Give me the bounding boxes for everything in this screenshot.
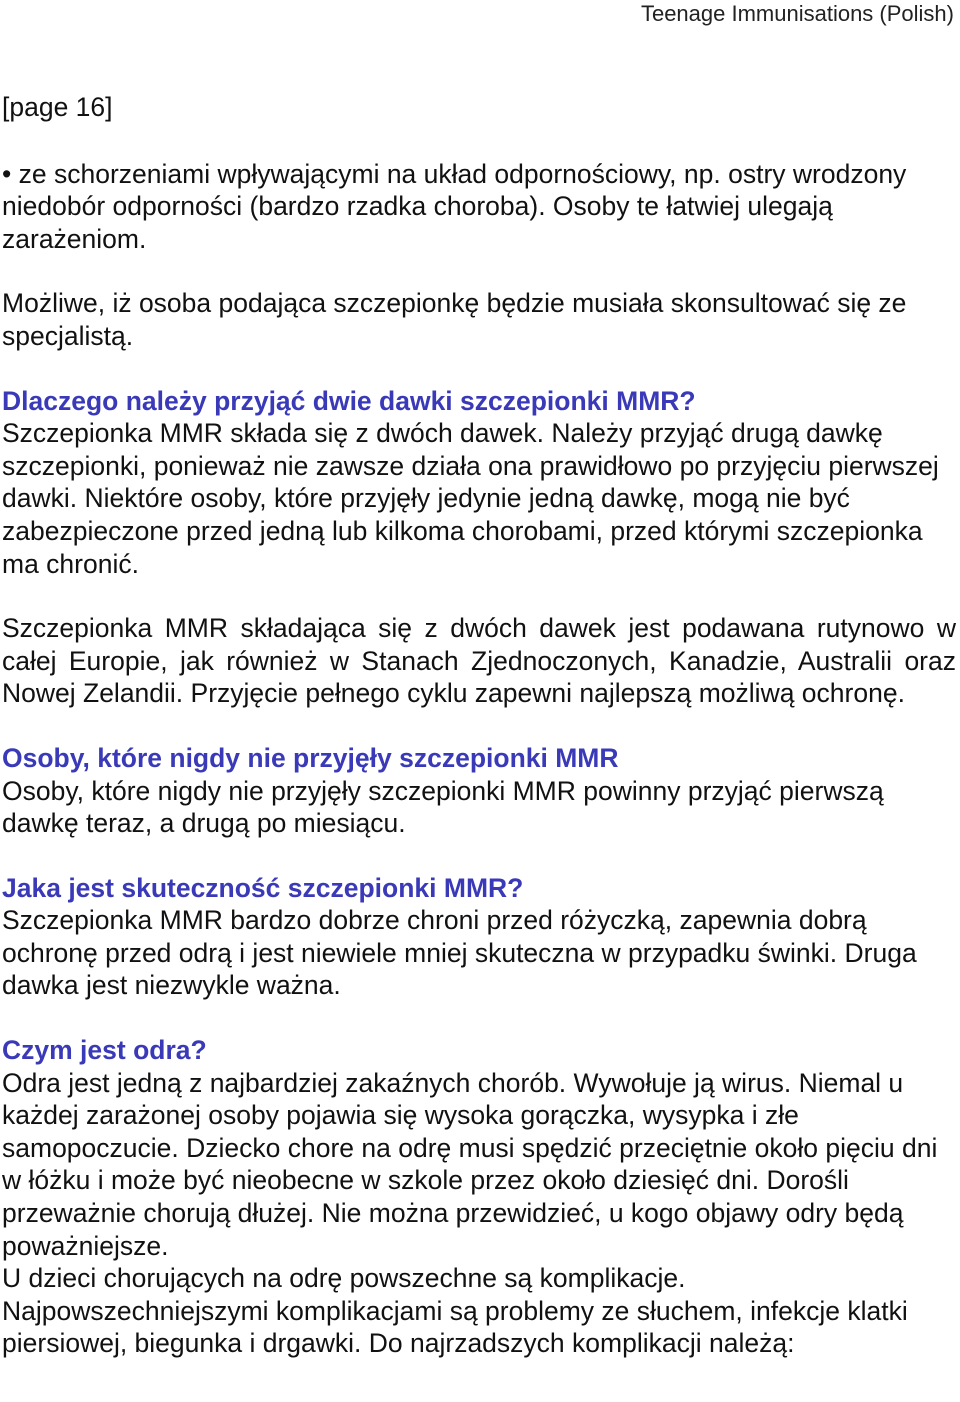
- list-item-text: ze schorzeniami wpływającymi na układ odpornościowy, np. ostry wrodzony niedobór odporności (bardzo rzadka choroba). Osoby te łatwiej ulegają zarażeniom.: [2, 158, 907, 254]
- section-measles: [2, 1034, 956, 1360]
- section-body: Odra jest jedną z najbardziej zakaźnych chorób. Wywołuje ją wirus. Niemal u każdej zarażonej osoby pojawia się wysoka gorączka, wysypka i złe samopoczucie. Dziecko chore na odrę musi spędzić przeciętnie około pięciu dni w łóżku i może być nieobecne w szkole przez około dziesięć dni. Dorośli przeważnie chorują dłużej. Nie można przewidzieć, u kogo objawy odry będą poważniejsze.: [2, 1067, 938, 1261]
- document-body: [2, 91, 956, 1360]
- section-body: Osoby, które nigdy nie przyjęły szczepionki MMR powinny przyjąć pierwszą dawkę teraz, a drugą po miesiącu.: [2, 775, 884, 839]
- section-two-doses: [2, 385, 956, 581]
- list-item: [2, 158, 956, 256]
- bullet-icon: •: [2, 158, 12, 189]
- routine-paragraph: Szczepionka MMR składająca się z dwóch dawek jest podawana rutynowo w całej Europie, jak również w Stanach Zjednoczonych, Kanadzie, Australii oraz Nowej Zelandii. Przyjęcie pełnego cyklu zapewni najlepszą możliwą ochronę.: [2, 613, 956, 709]
- specialist-note: Możliwe, iż osoba podająca szczepionkę będzie musiała skonsultować się ze specjalistą.: [2, 288, 907, 351]
- section-heading: Osoby, które nigdy nie przyjęły szczepionki MMR: [2, 742, 619, 773]
- section-effectiveness: [2, 872, 956, 1002]
- section-body: Szczepionka MMR bardzo dobrze chroni przed różyczką, zapewnia dobrą ochronę przed odrą i jest niewiele mniej skuteczna w przypadku świnki. Druga dawka jest niezwykle ważna.: [2, 905, 917, 1001]
- page-marker: [page 16]: [2, 92, 113, 122]
- section-body: U dzieci chorujących na odrę powszechne są komplikacje.: [2, 1263, 686, 1294]
- document-header: Teenage Immunisations (Polish): [640, 1, 954, 26]
- section-body: Najpowszechniejszymi komplikacjami są problemy ze słuchem, infekcje klatki piersiowej, biegunka i drgawki. Do najrzadszych komplikacji należą:: [2, 1295, 908, 1359]
- section-heading: Czym jest odra?: [2, 1035, 207, 1066]
- section-heading: Jaka jest skuteczność szczepionki MMR?: [2, 872, 524, 903]
- section-body: Szczepionka MMR składa się z dwóch dawek. Należy przyjąć drugą dawkę szczepionki, ponieważ nie zawsze działa ona prawidłowo po przyjęciu pierwszej dawki. Niektóre osoby, które przyjęły jedynie jedną dawkę, mogą nie być zabezpieczone przed jedną lub kilkoma chorobami, przed którymi szczepionka ma chronić.: [2, 418, 939, 579]
- section-never-vaccinated: [2, 742, 956, 840]
- section-heading: Dlaczego należy przyjąć dwie dawki szczepionki MMR?: [2, 385, 696, 416]
